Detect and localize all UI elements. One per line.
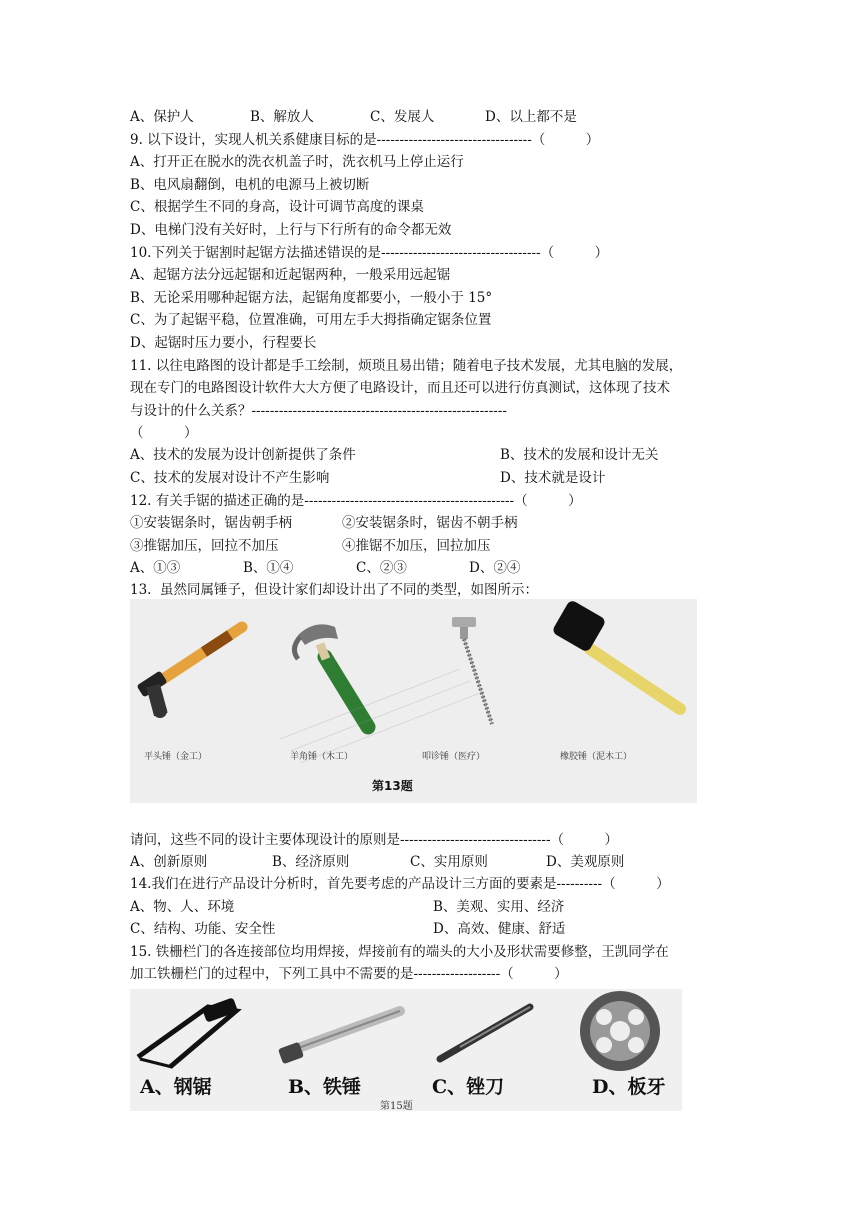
q8-option-c: C、发展人 — [370, 109, 435, 125]
hacksaw-icon — [138, 998, 237, 1067]
q14-option-a: A、物、人、环境 — [130, 899, 235, 915]
q13-option-c: C、实用原则 — [410, 854, 488, 870]
q15-caption: 第15题 — [380, 1101, 413, 1111]
q15-line2: 加工铁栅栏门的过程中，下列工具中不需要的是-------------------（ ） — [130, 966, 568, 982]
q9-option-b: B、电风扇翻倒，电机的电源马上被切断 — [130, 177, 370, 193]
q14-stem: 14.我们在进行产品设计分析时，首先要考虑的产品设计三方面的要素是----------（ ） — [130, 876, 670, 892]
q13-stem: 13. 虽然同属锤子，但设计家们却设计出了不同的类型，如图所示： — [130, 582, 539, 598]
q11-line3: 与设计的什么关系？-------------------------------------------------------- — [130, 403, 507, 419]
q15-figure — [130, 989, 682, 1111]
q15-label-b: B、铁锤 — [288, 1076, 362, 1098]
q10-option-a: A、起锯方法分远起锯和近起锯两种，一般采用远起锯 — [130, 267, 451, 283]
q8-option-b: B、解放人 — [250, 109, 314, 125]
q14-option-d: D、高效、健康、舒适 — [433, 921, 566, 937]
q13-label-1: 平头锤（金工） — [144, 752, 208, 762]
q13-option-a: A、创新原则 — [130, 854, 208, 870]
q15-label-d: D、板牙 — [592, 1076, 666, 1098]
q13-caption: 第13题 — [372, 779, 413, 793]
q13-hammers-illustration — [130, 599, 697, 803]
q10-option-d: D、起锯时压力要小，行程要长 — [130, 335, 317, 351]
q13-option-b: B、经济原则 — [272, 854, 350, 870]
q9-option-a: A、打开正在脱水的洗衣机盖子时，洗衣机马上停止运行 — [130, 154, 464, 170]
q12-option-a: A、①③ — [130, 560, 181, 576]
q11-line2: 现在专门的电路图设计软件大大方便了电路设计，而且还可以进行仿真测试，这体现了技术 — [130, 380, 670, 396]
q13-label-3: 叩诊锤（医疗） — [422, 752, 486, 762]
q15-label-a: A、钢锯 — [140, 1076, 212, 1098]
q12-stem: 12. 有关手锯的描述正确的是----------------------------------------------（ ） — [130, 493, 582, 509]
q8-option-a: A、保护人 — [130, 109, 194, 125]
file-icon — [440, 1007, 530, 1059]
q11-option-c: C、技术的发展对设计不产生影响 — [130, 470, 330, 486]
q12-option-b: B、①④ — [243, 560, 294, 576]
q15-line1: 15. 铁栅栏门的各连接部位均用焊接，焊接前有的端头的大小及形状需要修整，王凯同学在 — [130, 944, 669, 960]
q12-item-3: ③推锯加压，回拉不加压 — [130, 538, 279, 554]
q9-option-d: D、电梯门没有关好时，上行与下行所有的命令都无效 — [130, 222, 452, 238]
iron-hammer-icon — [278, 1011, 400, 1064]
q12-option-d: D、②④ — [469, 560, 521, 576]
q13-question: 请问，这些不同的设计主要体现设计的原则是---------------------------------（ ） — [130, 832, 619, 848]
q9-option-c: C、根据学生不同的身高，设计可调节高度的课桌 — [130, 199, 424, 215]
q12-item-4: ④推锯不加压，回拉加压 — [342, 538, 491, 554]
percussion-hammer-icon — [452, 617, 492, 724]
q13-option-d: D、美观原则 — [546, 854, 625, 870]
q12-item-1: ①安装锯条时，锯齿朝手柄 — [130, 515, 292, 531]
threading-die-icon — [580, 991, 660, 1071]
q14-option-b: B、美观、实用、经济 — [433, 899, 565, 915]
q11-option-b: B、技术的发展和设计无关 — [500, 447, 659, 463]
q13-label-4: 橡胶锤（泥木工） — [560, 752, 633, 762]
q9-stem: 9. 以下设计，实现人机关系健康目标的是----------------------------------（ ） — [130, 132, 600, 148]
ball-peen-hammer-icon — [136, 627, 242, 718]
q11-line1: 11. 以往电路图的设计都是手工绘制，烦琐且易出错；随着电子技术发展，尤其电脑的发展， — [130, 358, 683, 374]
rubber-mallet-icon — [551, 599, 680, 709]
q11-option-a: A、技术的发展为设计创新提供了条件 — [130, 447, 356, 463]
q14-option-c: C、结构、功能、安全性 — [130, 921, 276, 937]
q11-option-d: D、技术就是设计 — [500, 470, 606, 486]
watermark-strokes — [280, 669, 480, 763]
q15-tools-illustration — [130, 989, 682, 1111]
q10-option-b: B、无论采用哪种起锯方法，起锯角度都要小，一般小于 15° — [130, 290, 493, 306]
q10-option-c: C、为了起锯平稳，位置准确，可用左手大拇指确定锯条位置 — [130, 312, 492, 328]
q12-option-c: C、②③ — [356, 560, 407, 576]
q15-label-c: C、锉刀 — [432, 1076, 505, 1098]
q12-item-2: ②安装锯条时，锯齿不朝手柄 — [342, 515, 518, 531]
q11-paren: （ ） — [130, 425, 198, 441]
q13-label-2: 羊角锤（木工） — [290, 752, 354, 762]
q10-stem: 10.下列关于锯割时起锯方法描述错误的是-----------------------------------（ ） — [130, 245, 609, 261]
claw-hammer-icon — [294, 624, 368, 727]
q13-figure — [130, 599, 697, 803]
q8-option-d: D、以上都不是 — [485, 109, 577, 125]
